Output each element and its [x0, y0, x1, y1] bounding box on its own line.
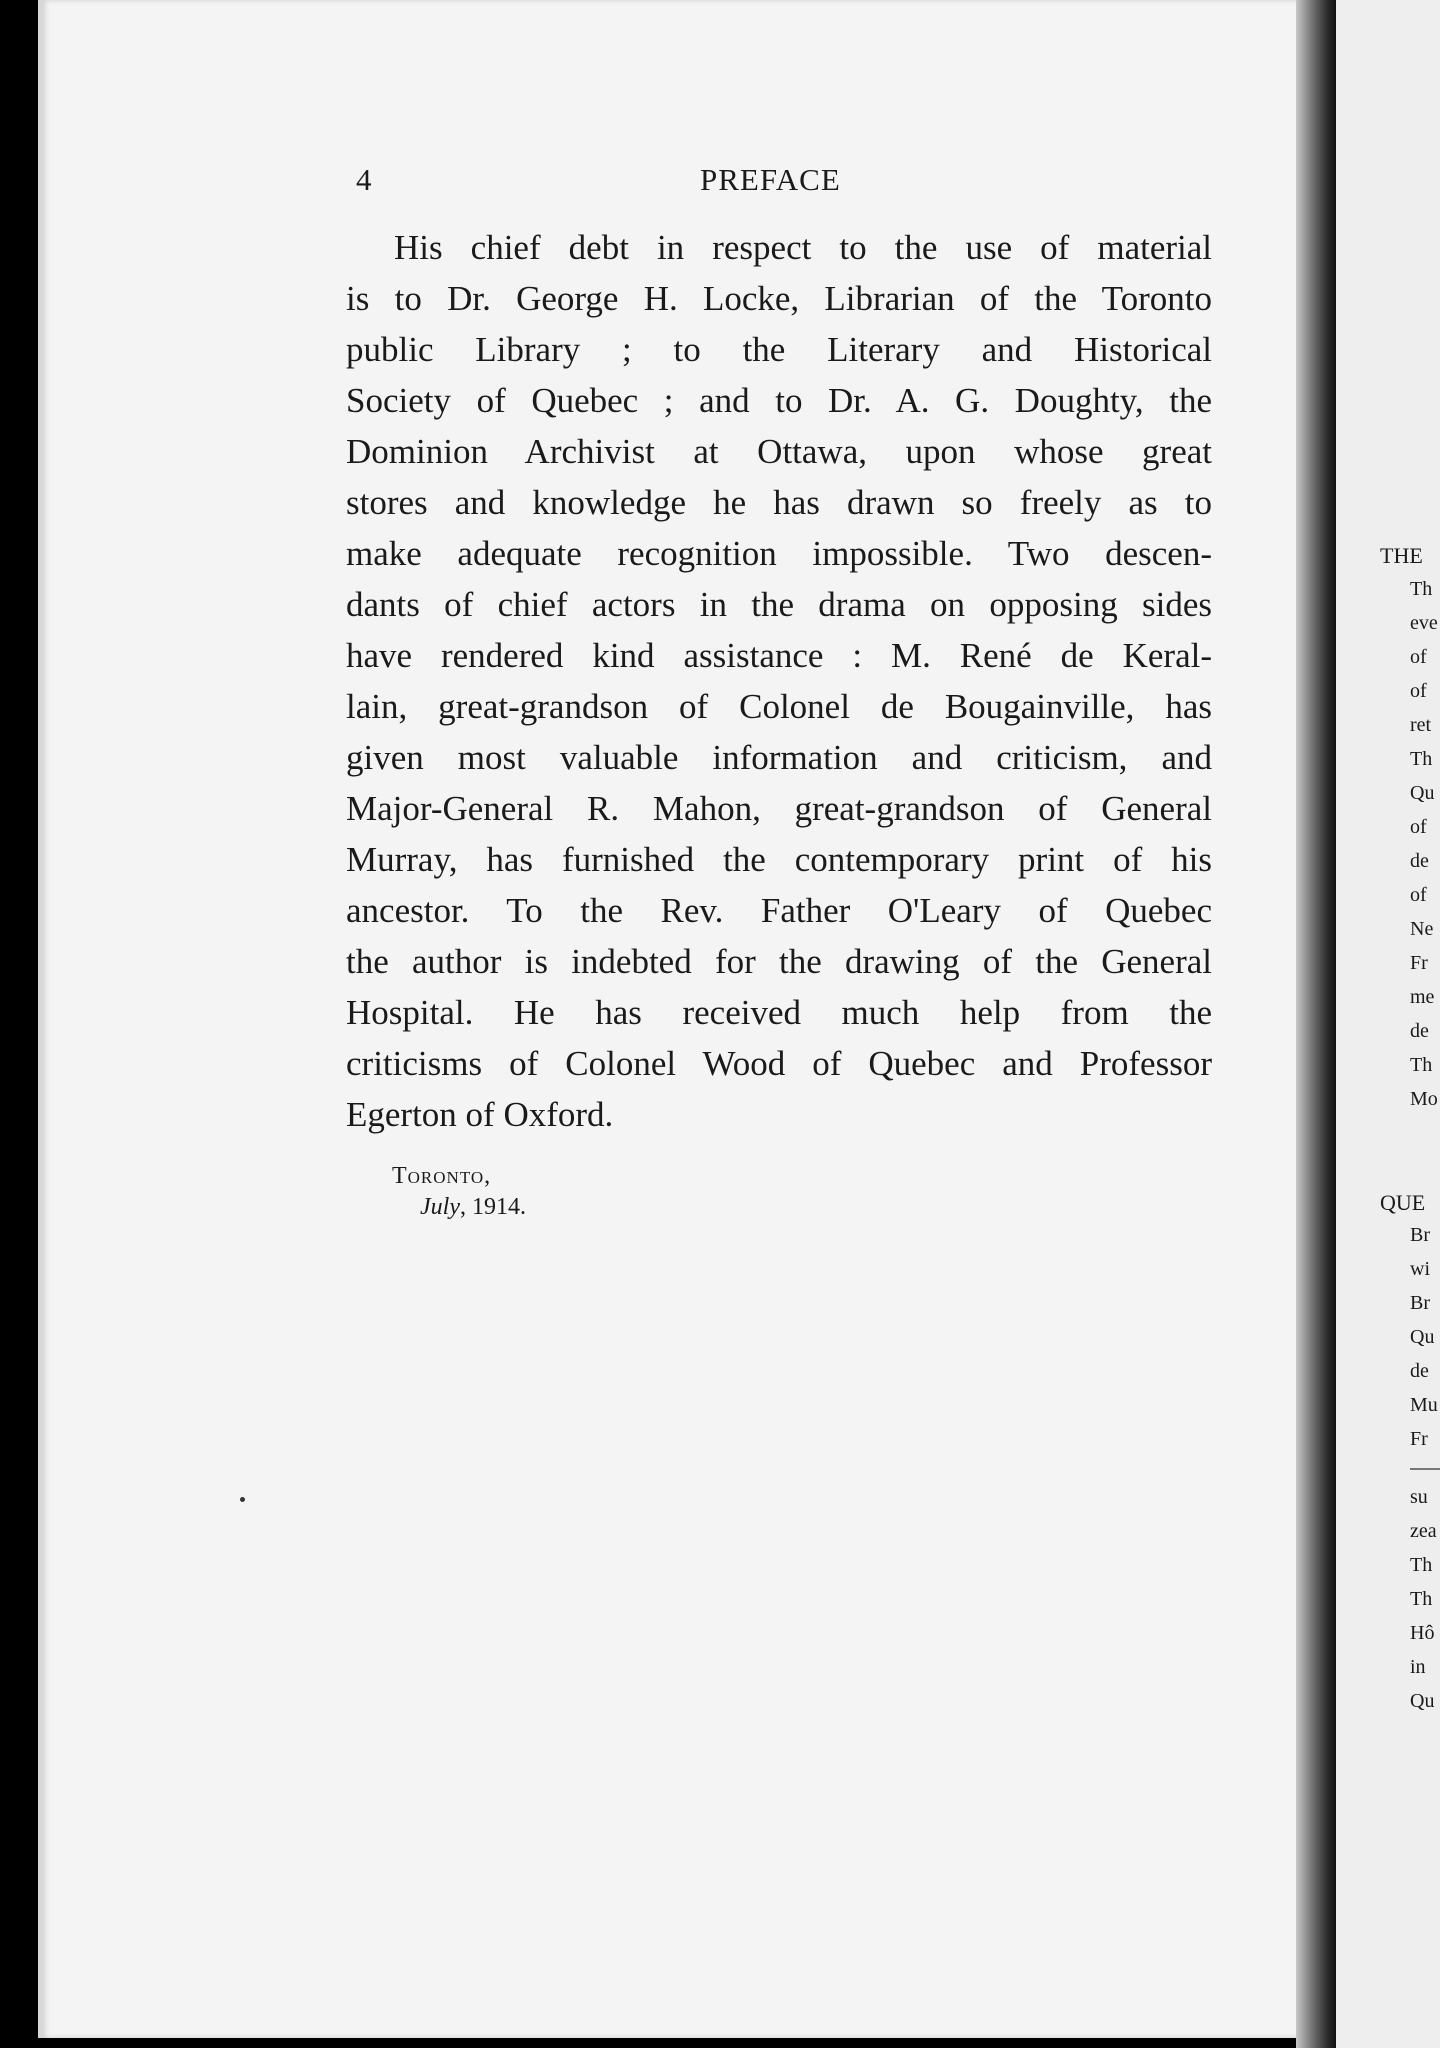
facing-line: Ne [1410, 918, 1434, 940]
facing-line: Th [1410, 578, 1433, 600]
facing-line: of [1410, 646, 1427, 668]
ink-speck [240, 1497, 245, 1502]
facing-rule [1410, 1468, 1440, 1470]
preface-line: have rendered kind assistance : M. René de Keral- [346, 636, 1212, 675]
facing-line: Fr [1410, 952, 1428, 974]
page-number: 4 [356, 162, 372, 197]
facing-page [1336, 0, 1440, 2048]
preface-line: make adequate recognition impossible. Two descen- [346, 534, 1212, 573]
preface-paragraph [346, 222, 1212, 1140]
facing-line: Qu [1410, 782, 1435, 804]
facing-line: Th [1410, 748, 1433, 770]
facing-line: of [1410, 884, 1427, 906]
preface-line: given most valuable information and criticism, and [346, 738, 1212, 777]
preface-line: criticisms of Colonel Wood of Quebec and Professor [346, 1044, 1212, 1083]
facing-line: Th [1410, 1054, 1433, 1076]
facing-line: Mu [1410, 1394, 1438, 1416]
preface-line: the author is indebted for the drawing of the General [346, 942, 1212, 981]
facing-line: de [1410, 850, 1429, 872]
facing-heading: QUE [1380, 1190, 1426, 1215]
facing-line: Th [1410, 1588, 1433, 1610]
facing-line: Qu [1410, 1326, 1435, 1348]
facing-line: Br [1410, 1224, 1430, 1246]
facing-line: Hô [1410, 1622, 1435, 1644]
facing-line: eve [1410, 612, 1438, 634]
preface-line: Major-General R. Mahon, great-grandson of General [346, 789, 1212, 828]
preface-line: stores and knowledge he has drawn so freely as to [346, 483, 1212, 522]
preface-line: lain, great-grandson of Colonel de Bougainville, has [346, 687, 1212, 726]
preface-line: Murray, has furnished the contemporary print of his [346, 840, 1212, 879]
signoff-year: , 1914. [459, 1194, 526, 1220]
book-gutter [1296, 0, 1336, 2048]
preface-line: is to Dr. George H. Locke, Librarian of the Toronto [346, 279, 1212, 318]
facing-heading: THE [1380, 543, 1423, 568]
facing-line: of [1410, 816, 1427, 838]
signoff-place: Toronto, [392, 1163, 492, 1189]
facing-line: Fr [1410, 1428, 1428, 1450]
preface-line: Hospital. He has received much help from the [346, 993, 1212, 1032]
facing-line: ret [1410, 714, 1432, 736]
preface-line: ancestor. To the Rev. Father O'Leary of Quebec [346, 891, 1212, 930]
preface-line: dants of chief actors in the drama on opposing sides [346, 585, 1212, 624]
facing-line: de [1410, 1360, 1429, 1382]
preface-line: His chief debt in respect to the use of material [394, 228, 1212, 267]
facing-line: zea [1410, 1520, 1437, 1542]
facing-line: Th [1410, 1554, 1433, 1576]
facing-line: de [1410, 1020, 1429, 1042]
running-head: PREFACE [700, 162, 841, 197]
facing-line: Br [1410, 1292, 1430, 1314]
signoff-month: July [420, 1194, 460, 1220]
preface-line: public Library ; to the Literary and Historical [346, 330, 1212, 369]
preface-line: Dominion Archivist at Ottawa, upon whose great [346, 432, 1212, 471]
facing-line: in [1410, 1656, 1426, 1678]
facing-line: me [1410, 986, 1435, 1008]
facing-line: of [1410, 680, 1427, 702]
preface-line: Society of Quebec ; and to Dr. A. G. Doughty, the [346, 381, 1212, 420]
facing-line: Qu [1410, 1690, 1435, 1712]
signoff-date [420, 1194, 526, 1221]
facing-line: wi [1410, 1258, 1430, 1280]
facing-line: Mo [1410, 1088, 1438, 1110]
preface-line: Egerton of Oxford. [346, 1095, 614, 1134]
facing-line: su [1410, 1486, 1428, 1508]
